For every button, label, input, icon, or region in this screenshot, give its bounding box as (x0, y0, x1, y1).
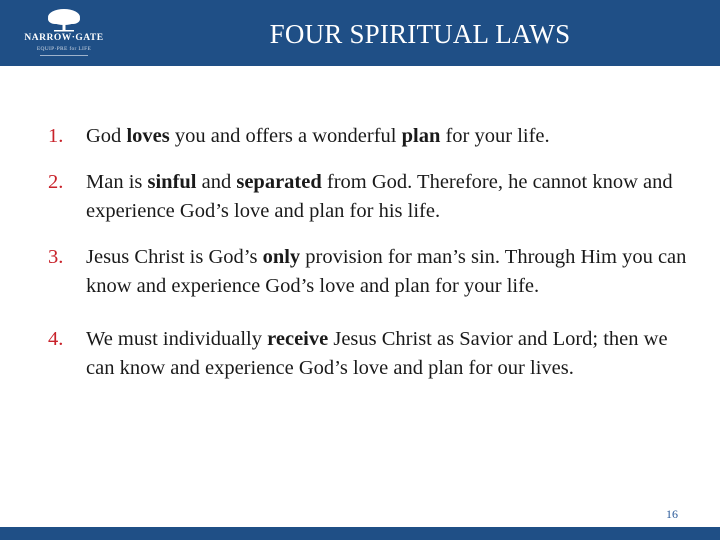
logo-name: NARROW·GATE (24, 33, 104, 43)
law-text: God loves you and offers a wonderful plan for your life. (86, 125, 550, 147)
law-number: 2. (48, 171, 64, 193)
law-number: 1. (48, 125, 64, 147)
page-number: 16 (666, 507, 678, 521)
law-item (48, 168, 688, 226)
law-item (48, 122, 688, 151)
footer-bar (0, 527, 720, 540)
narrow-gate-logo (14, 6, 114, 62)
logo-tagline: EQUIP·PRE for LIFE (36, 46, 92, 52)
law-number: 4. (48, 328, 64, 350)
tree-icon (44, 8, 84, 32)
law-number: 3. (48, 246, 64, 268)
law-text: Man is sinful and separated from God. Therefore, he cannot know and experience God’s love and plan for his life. (86, 171, 673, 222)
law-item (48, 325, 688, 383)
logo-divider (40, 55, 88, 56)
law-text: We must individually receive Jesus Christ as Savior and Lord; then we can know and experience God’s love and plan for our lives. (86, 328, 668, 379)
law-text: Jesus Christ is God’s only provision for man’s sin. Through Him you can know and experience God’s love and plan for your life. (86, 246, 687, 297)
slide-title: FOUR SPIRITUAL LAWS (269, 19, 571, 49)
laws-list (48, 122, 688, 400)
header-bar (0, 0, 720, 66)
law-item (48, 243, 688, 301)
